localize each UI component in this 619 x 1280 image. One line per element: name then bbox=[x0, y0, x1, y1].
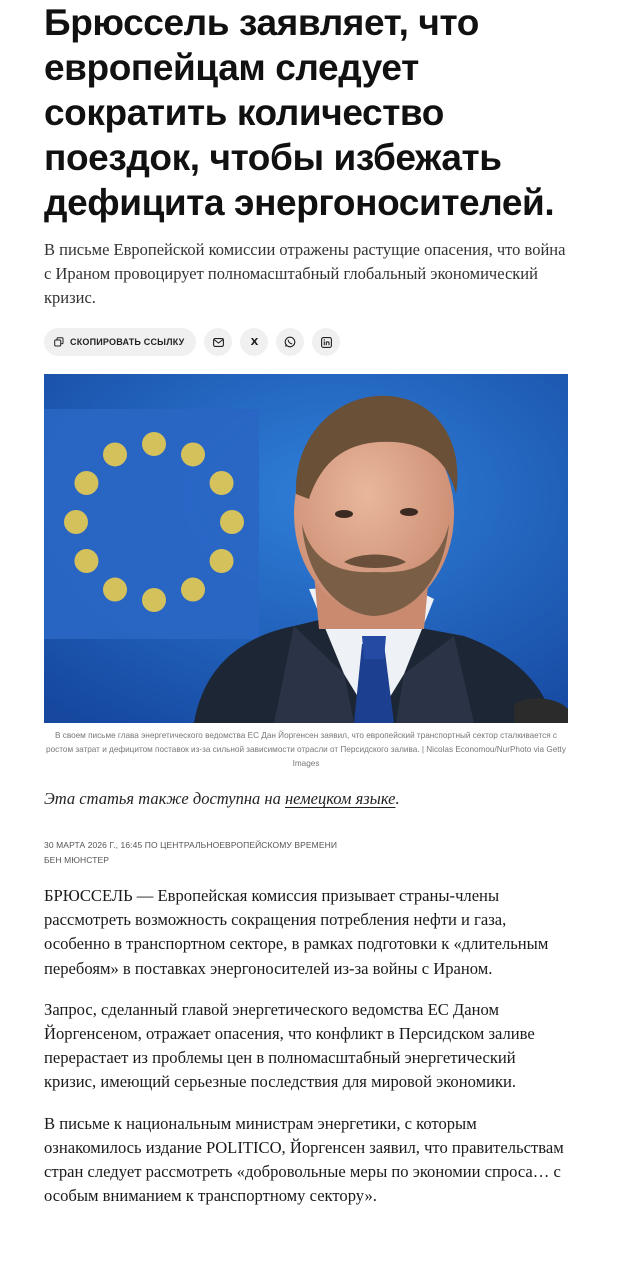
x-icon: X bbox=[250, 336, 259, 348]
copy-link-label: СКОПИРОВАТЬ ССЫЛКУ bbox=[70, 337, 185, 347]
eu-star bbox=[142, 588, 166, 612]
photo-caption: В своем письме глава энергетического ведомства ЕС Дан Йоргенсен заявил, что европейский транспортный сектор сталкивается с ростом затрат и дефицитом поставок из-за сильной зависимости отрасли от Персидского залива. | Nicolas Economou/NurPhoto via Getty Images bbox=[46, 731, 566, 768]
article-body bbox=[44, 884, 572, 1225]
publish-date: 30 МАРТА 2026 Г., 16:45 ПО ЦЕНТРАЛЬНОЕВРОПЕЙСКОМУ ВРЕМЕНИ bbox=[44, 840, 338, 850]
translation-note-text: Эта статья также доступна на bbox=[44, 789, 281, 808]
article-meta bbox=[44, 838, 572, 868]
author-name[interactable]: БЕН МЮНСТЕР bbox=[44, 855, 110, 865]
eu-star bbox=[210, 471, 234, 495]
paragraph: БРЮССЕЛЬ — Европейская комиссия призывает страны-члены рассмотреть возможность сокращения потребления нефти и газа, особенно в транспортном секторе, в рамках подготовки к «длительным перебоям» в поставках энергоносителей из-за войны с Ираном. bbox=[44, 886, 549, 978]
photo-illustration bbox=[44, 374, 568, 723]
eu-star bbox=[103, 578, 127, 602]
article-photo bbox=[44, 374, 568, 723]
whatsapp-share-button[interactable] bbox=[276, 328, 304, 356]
eu-star bbox=[142, 432, 166, 456]
copy-link-icon bbox=[54, 337, 64, 347]
linkedin-share-button[interactable] bbox=[312, 328, 340, 356]
eu-star bbox=[220, 510, 244, 534]
eu-star bbox=[181, 442, 205, 466]
german-version-link[interactable]: немецком языке bbox=[285, 789, 396, 808]
eu-star bbox=[74, 549, 98, 573]
translation-note-suffix: . bbox=[395, 789, 400, 808]
eu-star bbox=[210, 549, 234, 573]
eu-star bbox=[181, 578, 205, 602]
linkedin-icon bbox=[321, 337, 332, 348]
eu-star bbox=[64, 510, 88, 534]
x-share-button[interactable] bbox=[240, 328, 268, 356]
paragraph: Запрос, сделанный главой энергетического ведомства ЕС Даном Йоргенсеном, отражает опасения, что конфликт в Персидском заливе перерастает из проблемы цен в полномасштабный энергетический кризис, имеющий серьезные последствия для мировой экономики. bbox=[44, 999, 535, 1092]
subtitle: В письме Европейской комиссии отражены растущие опасения, что война с Ираном провоцирует полномасштабный глобальный экономический кризис. bbox=[44, 240, 566, 307]
email-share-button[interactable] bbox=[204, 328, 232, 356]
translation-note bbox=[44, 789, 572, 809]
paragraph: В письме к национальным министрам энергетики, с которым ознакомилось издание POLITICO, Йоргенсен заявил, что правительствам стран следует рассмотреть «добровольные меры по экономии спроса… с особым вниманием к транспортному сектору». bbox=[44, 1113, 564, 1206]
whatsapp-icon bbox=[284, 336, 296, 348]
copy-link-button[interactable] bbox=[44, 328, 196, 356]
headline: Брюссель заявляет, что европейцам следует сократить количество поездок, чтобы избежать дефицита энергоносителей. bbox=[44, 2, 555, 223]
share-bar bbox=[44, 328, 340, 356]
eu-star bbox=[103, 442, 127, 466]
eu-star bbox=[74, 471, 98, 495]
email-icon bbox=[213, 338, 224, 347]
